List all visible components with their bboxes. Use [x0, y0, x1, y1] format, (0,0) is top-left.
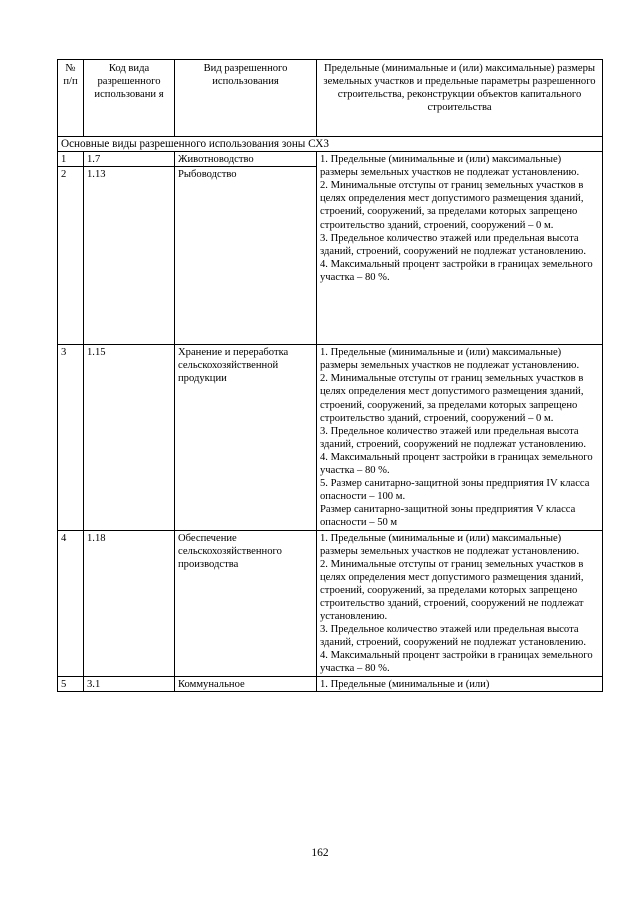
parameter-item: 3. Предельное количество этажей или предельная высота зданий, строений, сооружений не подлежат установлению.	[320, 624, 586, 649]
parameter-item: 3. Предельное количество этажей или предельная высота зданий, строений, сооружений не подлежат установлению.	[320, 425, 586, 450]
parameter-item: 4. Максимальный процент застройки в границах земельного участка – 80 %.	[320, 650, 593, 675]
parameter-item: Размер санитарно-защитной зоны предприятия V класса опасности – 50 м	[320, 504, 576, 529]
page-number: 162	[311, 847, 329, 859]
header-code: Код вида разрешенного использовани я	[84, 60, 175, 137]
row-use-type: Животноводство	[175, 152, 317, 167]
row-number: 3	[58, 345, 84, 530]
parameter-item: 2. Минимальные отступы от границ земельных участков в целях определения мест допустимого размещения зданий, строений, сооружений, за пределами которых запрещено строительство зданий, строений, сооружений – 0 м.	[320, 373, 584, 424]
table-row	[58, 530, 603, 676]
row-number: 4	[58, 530, 84, 676]
parameter-item: 3. Предельное количество этажей или предельная высота зданий, строений, сооружений не подлежат установлению.	[320, 232, 586, 257]
row-parameters	[317, 676, 603, 691]
header-parameters: Предельные (минимальные и (или) максимальные) размеры земельных участков и предельные параметры разрешенного строительства, реконструкции объектов капитального строительства	[317, 60, 603, 137]
parameter-item: 1. Предельные (минимальные и (или) максимальные) размеры земельных участков не подлежат установлению.	[320, 532, 580, 557]
row-number: 5	[58, 676, 84, 691]
section-row	[58, 137, 603, 152]
row-use-type: Хранение и переработка сельскохозяйственной продукции	[175, 345, 317, 530]
row-code: 1.15	[84, 345, 175, 530]
parameter-item: 2. Минимальные отступы от границ земельных участков в целях определения мест допустимого размещения зданий, строений, сооружений, за пределами которых запрещено строительство зданий, строений, сооружений не подлежат установлению.	[320, 558, 584, 623]
parameter-item: 5. Размер санитарно-защитной зоны предприятия IV класса опасности – 100 м.	[320, 478, 590, 503]
row-use-type: Обеспечение сельскохозяйственного производства	[175, 530, 317, 676]
header-use-type: Вид разрешенного использования	[175, 60, 317, 137]
parameter-item: 1. Предельные (минимальные и (или) максимальные) размеры земельных участков не подлежат установлению.	[320, 154, 580, 179]
land-use-table	[57, 59, 603, 692]
row-parameters	[317, 530, 603, 676]
row-code: 1.18	[84, 530, 175, 676]
table-header-row	[58, 60, 603, 137]
row-parameters	[317, 345, 603, 530]
row-parameters	[317, 152, 603, 345]
row-number: 1	[58, 152, 84, 167]
row-code: 1.13	[84, 167, 175, 345]
parameter-item: 1. Предельные (минимальные и (или) максимальные) размеры земельных участков не подлежат установлению.	[320, 347, 580, 372]
row-use-type: Рыбоводство	[175, 167, 317, 345]
header-number: № п/п	[58, 60, 84, 137]
row-use-type: Коммунальное	[175, 676, 317, 691]
parameter-item: 1. Предельные (минимальные и (или)	[320, 678, 490, 690]
table-row	[58, 676, 603, 691]
parameter-item: 4. Максимальный процент застройки в границах земельного участка – 80 %.	[320, 451, 593, 477]
row-number: 2	[58, 167, 84, 345]
table-row	[58, 152, 603, 167]
section-title: Основные виды разрешенного использования зоны СХ3	[58, 137, 603, 152]
parameter-item: 4. Максимальный процент застройки в границах земельного участка – 80 %.	[320, 258, 593, 283]
parameter-item: 2. Минимальные отступы от границ земельных участков в целях определения мест допустимого размещения зданий, строений, сооружений, за пределами которых запрещено строительство зданий, строений, сооружений – 0 м.	[320, 180, 584, 231]
row-code: 1.7	[84, 152, 175, 167]
table-row	[58, 345, 603, 530]
row-code: 3.1	[84, 676, 175, 691]
